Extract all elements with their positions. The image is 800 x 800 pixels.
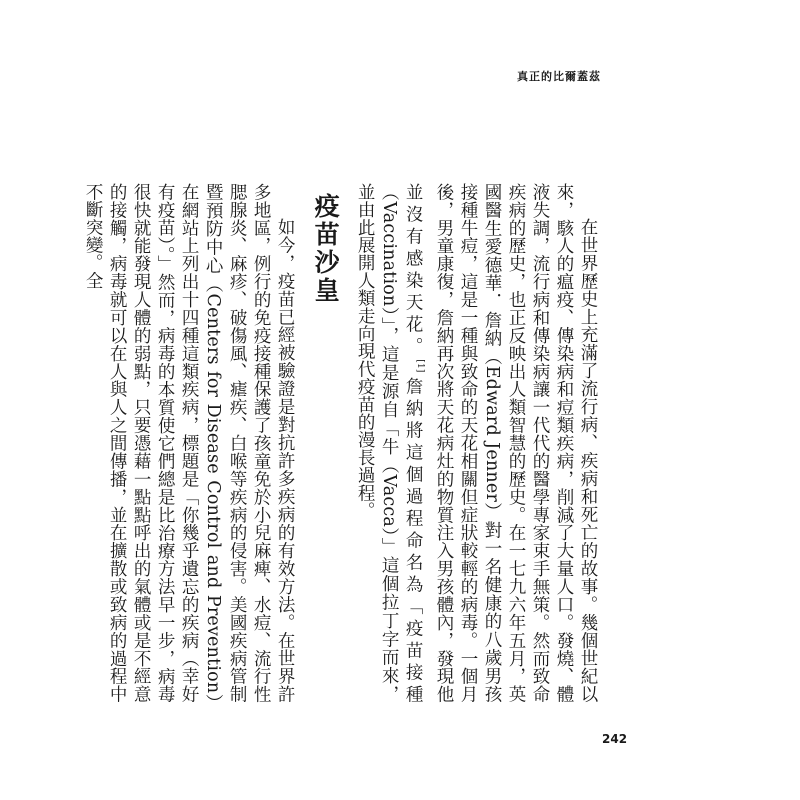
- section-heading: 疫苗沙皇: [311, 193, 341, 305]
- footnote-marker: [1]: [415, 359, 425, 373]
- paragraph-1-text: 在世界歷史上充滿了流行病、疾病和死亡的故事。幾個世紀以來，駭人的瘟疫、傳染病和痘類疾病，削減了大量人口。發燒、體液失調，流行病和傳染病讓一代代的醫學專家束手無策。然而致命疾病的歷史，也正反映出人類智慧的歷史。在一七九六年五月，英國醫生愛德華．詹納（Edward Jenner）對一名健康的八歲男孩接種牛痘，這是一種與致命的天花相關但症狀較輕的病毒。一個月後，男童康復，詹納再次將天花病灶的物質注入男孩體內，發現他並沒有感染天花。: [403, 183, 598, 703]
- page-number: 242: [602, 732, 628, 746]
- body-text: [81, 183, 600, 703]
- paragraph-2: 如今，疫苗已經被驗證是對抗許多疾病的有效方法。在世界許多地區，例行的免疫接種保護了孩童免於小兒麻痺、水痘、流行性腮腺炎、麻疹、破傷風、瘧疾、白喉等疾病的侵害。美國疾病管制暨預防中心（Centers for Disease Control and Prevention）在網站上列出十四種這類疾病，標題是「你幾乎遺忘的疾病（幸好有疫苗）。」然而，病毒的本質使它們總是比治療方法早一步，病毒很快就能發現人體的弱點，只要憑藉一點點呼出的氣體或是不經意的接觸，病毒就可以在人與人之間傳播，並在擴散或致病的過程中不斷突變。全: [83, 183, 296, 703]
- paragraph-1-continued: 詹納將這個過程命名為「疫苗接種（Vaccination）」，這是源自「牛（Vacca）」這個拉丁字而來，並由此展開人類走向現代疫苗的漫長過程。: [355, 183, 424, 704]
- paragraph-1: [353, 183, 600, 703]
- running-head: 真正的比爾蓋茲: [517, 70, 601, 83]
